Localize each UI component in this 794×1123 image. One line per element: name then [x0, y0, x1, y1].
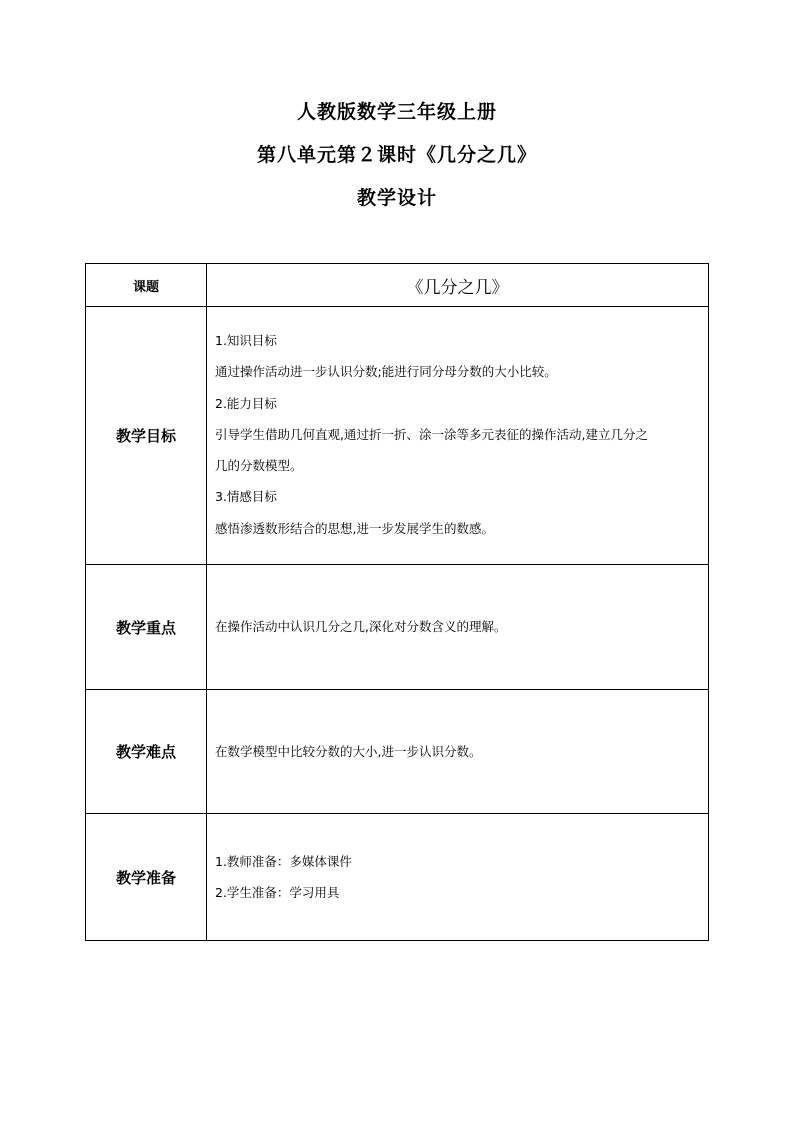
title-lesson: 第八单元第２课时《几分之几》 [256, 144, 537, 166]
preparation-line: 1.教师准备：多媒体课件 [215, 853, 352, 869]
topic-value: 《几分之几》 [207, 264, 709, 307]
document-title [0, 100, 794, 229]
goals-line: 1.知识目标 [215, 333, 277, 348]
table-row-topic [86, 264, 709, 307]
table-row-goals [86, 307, 709, 565]
title-doc-type: 教学设计 [356, 187, 437, 209]
goals-line: 2.能力目标 [215, 395, 277, 411]
goals-line: 通过操作活动进一步认识分数;能进行同分母分数的大小比较。 [215, 364, 557, 380]
key-points-label: 教学重点 [86, 565, 207, 690]
goals-line: 几的分数模型。 [215, 458, 303, 474]
table-row-key-points [86, 565, 709, 690]
difficulties-text: 在数学模型中比较分数的大小,进一步认识分数。 [215, 743, 482, 759]
goals-line: 引导学生借助几何直观,通过折一折、涂一涂等多元表征的操作活动,建立几分之 [215, 426, 648, 442]
table-row-difficulties [86, 690, 709, 814]
difficulties-label: 教学难点 [86, 690, 207, 814]
preparation-content [207, 814, 709, 941]
preparation-line: 2.学生准备：学习用具 [215, 885, 340, 900]
topic-label: 课题 [86, 264, 207, 307]
key-points-text: 在操作活动中认识几分之几,深化对分数含义的理解。 [215, 619, 507, 635]
difficulties-content [207, 690, 709, 814]
lesson-plan-table [85, 263, 709, 941]
goals-line: 3.情感目标 [215, 489, 277, 505]
goals-line: 感悟渗透数形结合的思想,进一步发展学生的数感。 [215, 520, 494, 536]
table-row-preparation [86, 814, 709, 941]
preparation-label: 教学准备 [86, 814, 207, 941]
goals-content [207, 307, 709, 565]
goals-label: 教学目标 [86, 307, 207, 565]
title-textbook: 人教版数学三年级上册 [296, 101, 497, 123]
key-points-content [207, 565, 709, 690]
